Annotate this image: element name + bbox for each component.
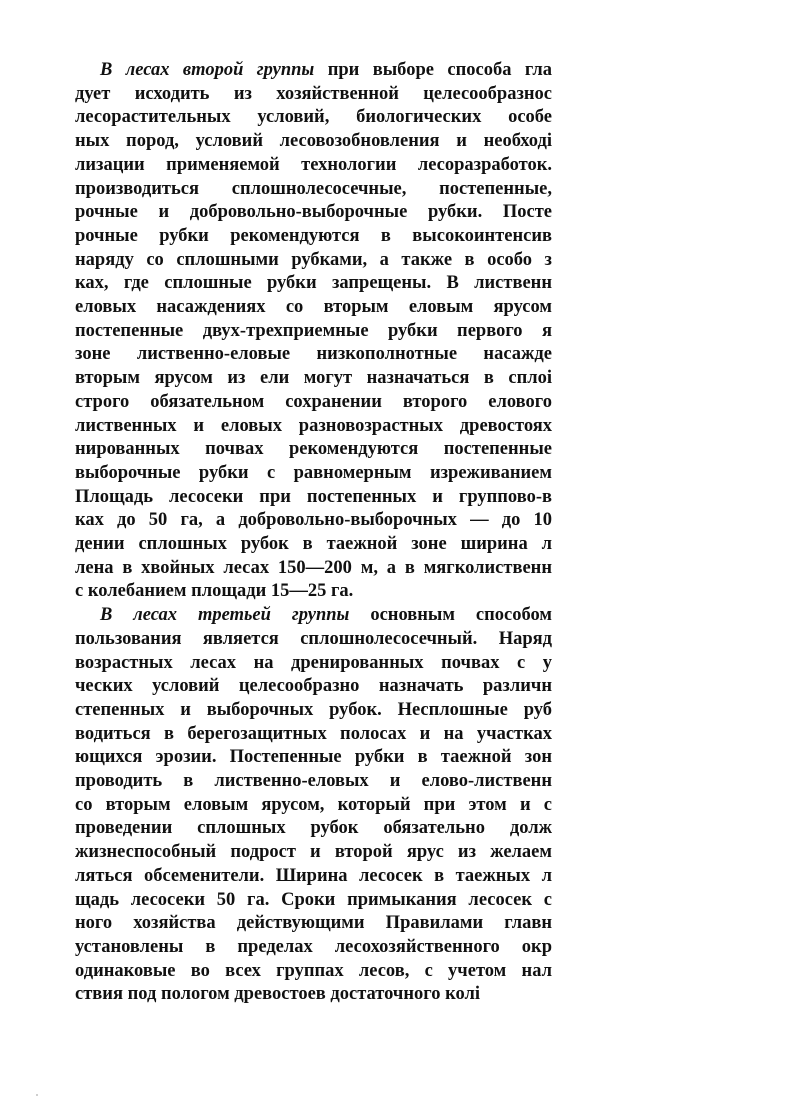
line-text: строго обязательном сохранении второго елового — [75, 391, 552, 412]
line-text: постепенные двух-трехприемные рубки первого я — [75, 320, 552, 341]
italic-lead: В лесах третьей группы — [100, 605, 350, 626]
text-line — [75, 177, 552, 201]
text-line — [75, 461, 552, 485]
line-text: ках, где сплошные рубки запрещены. В лиственн — [75, 273, 552, 294]
text-line — [75, 935, 552, 959]
body-text — [0, 58, 552, 1018]
text-line — [75, 200, 552, 224]
line-text: при выборе способа гла — [314, 60, 552, 80]
text-line — [75, 959, 552, 983]
line-text: щадь лесосеки 50 га. Сроки примыкания лесосек с — [75, 889, 552, 910]
line-text: степенных и выборочных рубок. Несплошные руб — [75, 699, 552, 720]
line-text: рочные и добровольно-выборочные рубки. Посте — [75, 202, 552, 223]
line-text: ствия под пологом древостоев достаточного колі — [75, 984, 481, 1005]
italic-lead: В лесах второй группы — [100, 60, 315, 80]
text-line — [75, 224, 552, 248]
line-text: ных пород, условий лесовозобновления и необході — [75, 131, 552, 152]
line-text: дении сплошных рубок в таежной зоне ширина л — [75, 534, 552, 554]
line-text: ющихся эрозии. Постепенные рубки в таежной зон — [75, 747, 552, 768]
line-text: ческих условий целесообразно назначать различн — [75, 676, 552, 697]
line-text: нированных почвах рекомендуются постепенные — [75, 439, 552, 460]
text-line — [75, 651, 552, 675]
text-line — [75, 722, 552, 746]
text-line — [75, 556, 552, 580]
line-text: выборочные рубки с равномерным изреживанием — [75, 462, 552, 483]
line-text: жизнеспособный подрост и второй ярус из желаем — [75, 842, 552, 863]
text-line — [75, 129, 552, 153]
text-line — [75, 627, 552, 651]
line-text: ках до 50 га, а добровольно-выборочных — до 10 — [75, 510, 552, 531]
text-line — [100, 603, 552, 627]
line-text: проведении сплошных рубок обязательно долж — [75, 818, 552, 839]
line-text: проводить в лиственно-еловых и елово-лиственн — [75, 771, 552, 791]
text-line — [75, 674, 552, 698]
text-line — [75, 271, 552, 295]
line-text: возрастных лесах на дренированных почвах с у — [75, 652, 552, 673]
line-text: водиться в берегозащитных полосах и на участках — [75, 723, 552, 744]
text-line — [75, 295, 552, 319]
text-line — [75, 816, 552, 840]
line-text: Площадь лесосеки при постепенных и группово-в — [75, 486, 552, 507]
line-text: дует исходить из хозяйственной целесообразнос — [75, 83, 552, 104]
text-line — [75, 82, 552, 106]
text-line — [75, 437, 552, 461]
text-line — [75, 319, 552, 343]
scan-speck — [36, 1094, 38, 1096]
text-line — [75, 864, 552, 888]
line-text: с колебанием площади 15—25 га. — [75, 581, 354, 602]
line-text: ляться обсеменители. Ширина лесосек в таежных л — [75, 865, 552, 886]
text-line — [75, 414, 552, 438]
line-text: со вторым еловым ярусом, который при этом и с — [75, 794, 552, 815]
line-text: установлены в пределах лесохозяйственного окр — [75, 936, 552, 957]
line-text: одинаковые во всех группах лесов, с учетом нал — [75, 960, 552, 981]
text-line — [75, 485, 552, 509]
text-line — [75, 769, 552, 793]
text-line — [75, 888, 552, 912]
text-line — [75, 579, 353, 603]
line-text: производиться сплошнолесосечные, постепенные, — [75, 178, 552, 199]
line-text: основным способом — [349, 605, 552, 626]
text-line — [75, 105, 552, 129]
line-text: лизации применяемой технологии лесоразработок. — [75, 154, 552, 175]
text-line — [75, 508, 552, 532]
line-text: лесорастительных условий, биологических особе — [75, 107, 552, 128]
text-line — [75, 911, 552, 935]
text-line — [75, 153, 552, 177]
text-line — [75, 840, 552, 864]
text-line — [75, 342, 552, 366]
text-line — [75, 532, 552, 556]
line-text: еловых насаждениях со вторым еловым ярусом — [75, 297, 552, 317]
line-text: пользования является сплошнолесосечный. Наряд — [75, 628, 552, 649]
text-line — [75, 982, 480, 1006]
line-text: рочные рубки рекомендуются в высокоинтенсив — [75, 225, 552, 246]
text-line — [75, 390, 552, 414]
text-line — [100, 58, 552, 82]
line-text: зоне лиственно-еловые низкополнотные насажде — [75, 344, 552, 365]
line-text: вторым ярусом из ели могут назначаться в сплоі — [75, 368, 552, 389]
line-text: наряду со сплошными рубками, а также в особо з — [75, 249, 552, 270]
text-line — [75, 793, 552, 817]
text-line — [75, 745, 552, 769]
line-text: лена в хвойных лесах 150—200 м, а в мягколиственн — [75, 557, 552, 578]
text-line — [75, 248, 552, 272]
line-text: ного хозяйства действующими Правилами главн — [75, 913, 552, 934]
line-text: лиственных и еловых разновозрастных древостоях — [75, 415, 552, 436]
text-line — [75, 366, 552, 390]
text-line — [75, 698, 552, 722]
